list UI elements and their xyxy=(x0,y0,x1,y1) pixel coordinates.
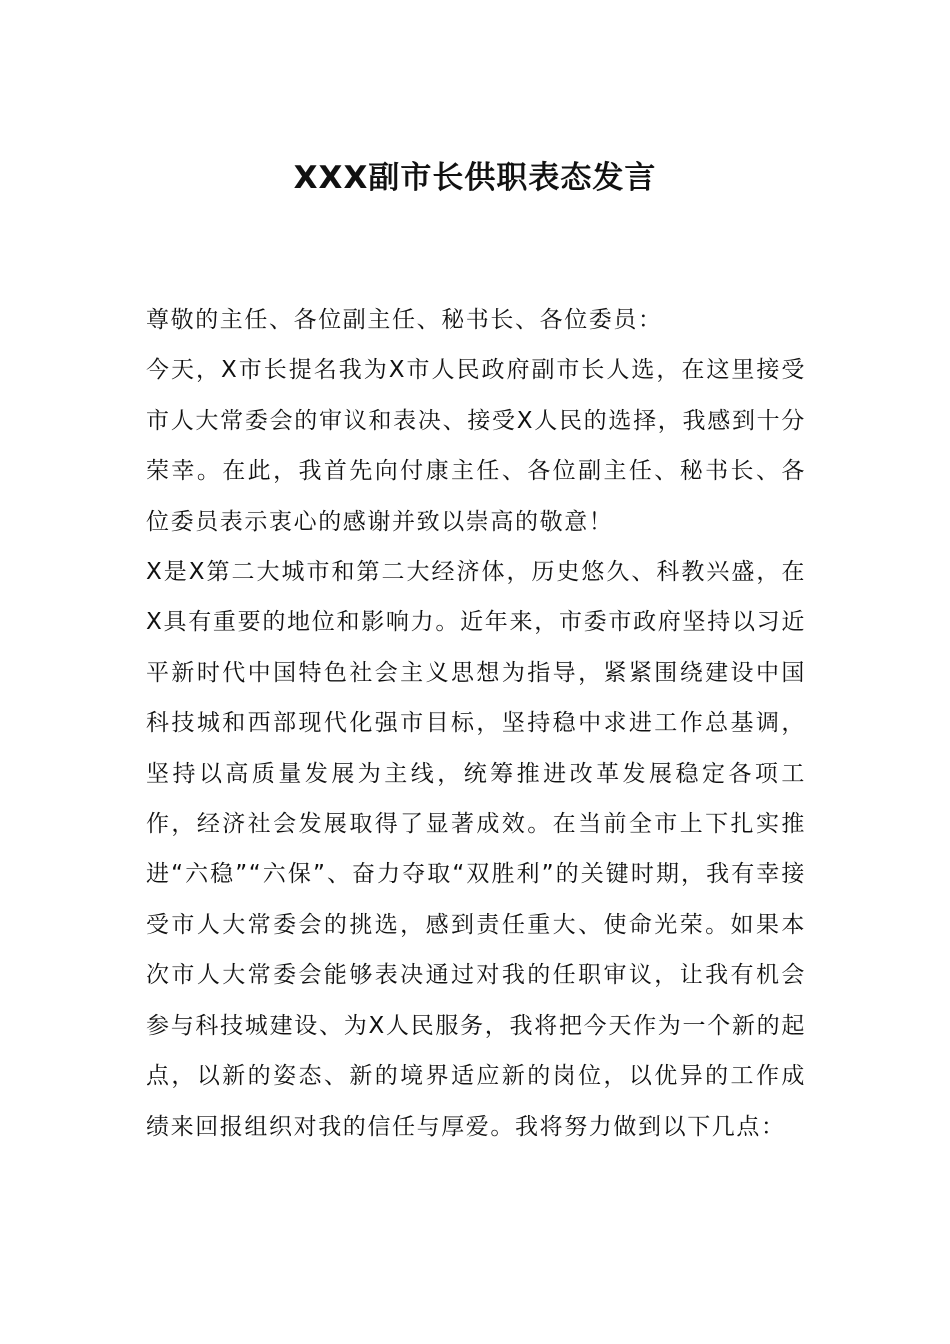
paragraph-intro: 今天，X市长提名我为X市人民政府副市长人选，在这里接受市人大常委会的审议和表决、接受X人民的选择，我感到十分荣幸。在此，我首先向付康主任、各位副主任、秘书长、各位委员表示衷心的感谢并致以崇高的敬意！ xyxy=(146,357,806,535)
document-title: XXX副市长供职表态发言 xyxy=(293,160,657,196)
salutation: 尊敬的主任、各位副主任、秘书长、各位委员： xyxy=(146,307,663,333)
document-body xyxy=(146,295,806,1152)
paragraph-main: X是X第二大城市和第二大经济体，历史悠久、科教兴盛，在X具有重要的地位和影响力。近年来，市委市政府坚持以习近平新时代中国特色社会主义思想为指导，紧紧围绕建设中国科技城和西部现代化强市目标，坚持稳中求进工作总基调，坚持以高质量发展为主线，统筹推进改革发展稳定各项工作，经济社会发展取得了显著成效。在当前全市上下扎实推进“六稳”“六保”、奋力夺取“双胜利”的关键时期，我有幸接受市人大常委会的挑选，感到责任重大、使命光荣。如果本次市人大常委会能够表决通过对我的任职审议，让我有机会参与科技城建设、为X人民服务，我将把今天作为一个新的起点，以新的姿态、新的境界适应新的岗位，以优异的工作成绩来回报组织对我的信任与厚爱。我将努力做到以下几点： xyxy=(146,559,806,1140)
